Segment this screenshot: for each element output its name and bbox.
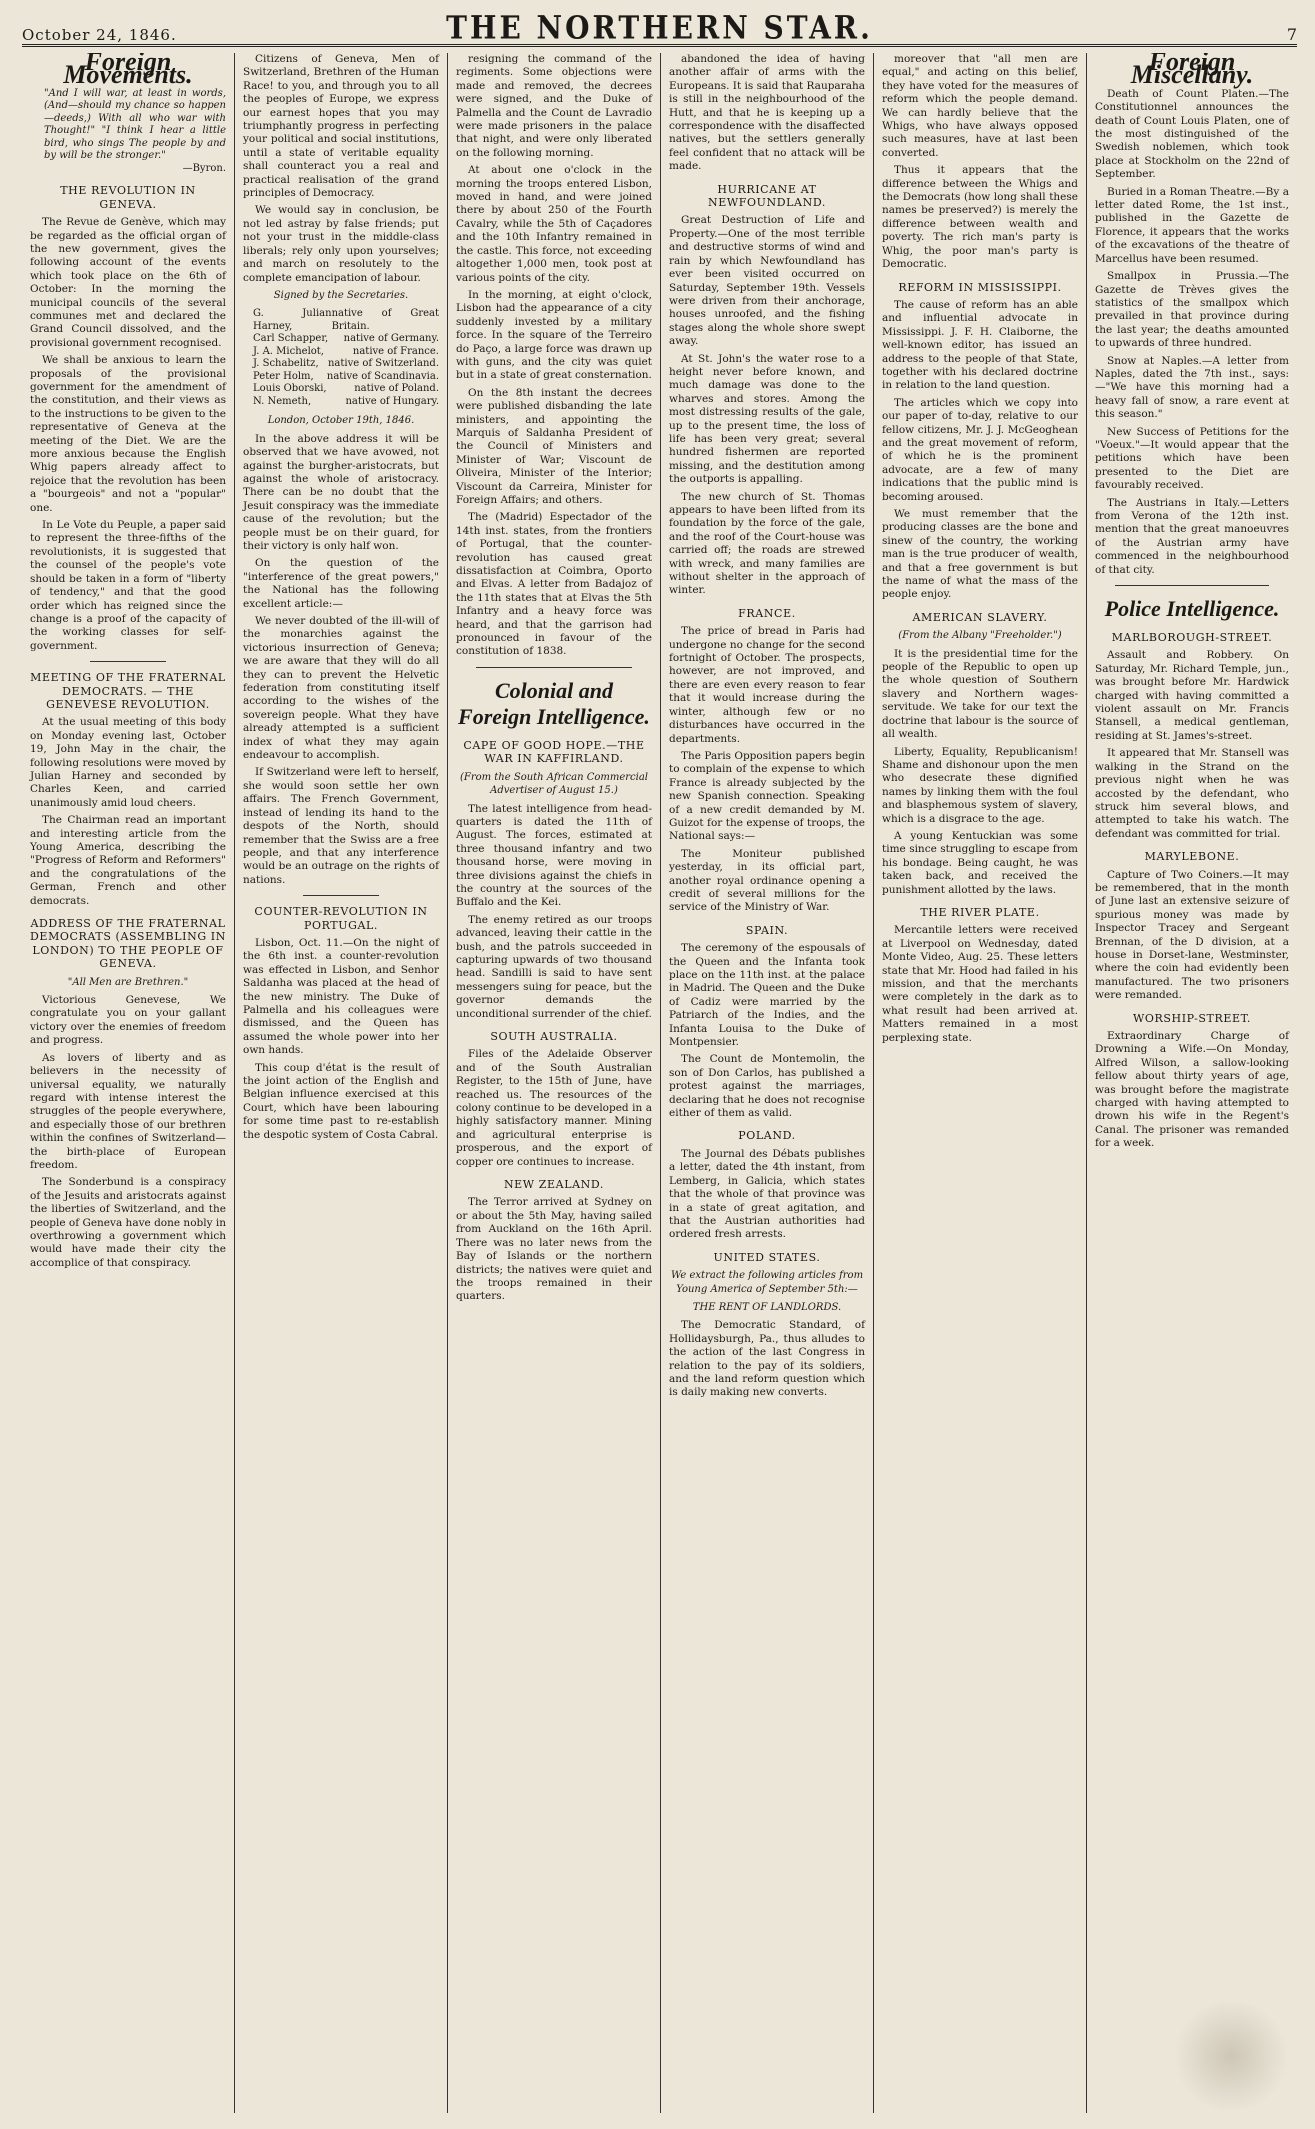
signer-row [253,308,439,333]
signer-row [253,383,439,396]
article-paragraph: The ceremony of the espousals of the Queen and the Infanta took place on the 11th inst. at the palace in Madrid. The Queen and the Duke of Cadiz were married by the Patriarch of the Indies, and the Infanta Louisa to the Duke of Montpensier. [669,942,865,1049]
article-heading-river-plate: THE RIVER PLATE. [920,905,1040,919]
divider [90,661,166,662]
article-paragraph: The new church of St. Thomas appears to have been lifted from its foundation by the force of the gale, and the roof of the Court-house was carried off; the roads are strewed with wreck, and many families are without shelter in the approach of winter. [669,490,865,597]
article-paragraph: In Le Vote du Peuple, a paper said to represent the three-fifths of the revolutionists, it is suggested that the counsel of the people's vote should be taken in a form of "liberty of tendency," and that the good order which has reigned since the change is a proof of the capacity of the working classes for self-government. [30,519,226,652]
article-paragraph: On the 8th instant the decrees were published disbanding the late ministers, and appointing the Marquis of Saldanha President of the Council of Ministers and Minister of War; Viscount de Oliveira, Minister of the Interior; Viscount da Carreira, Minister for Foreign Affairs; and others. [456,386,652,506]
article-heading-fraternal-democrats: MEETING OF THE FRATERNAL DEMOCRATS. — THE GENEVESE REVOLUTION. [30,671,226,711]
article-source: (From the South African Commercial Advertiser of August 15.) [459,771,648,797]
signer-row [253,396,439,409]
epigraph-source: —Byron. [182,162,226,174]
article-paragraph: Great Destruction of Life and Property.—One of the most terrible and destructive storms of wind and rain by which Newfoundland has ever been visited occurred on Saturday, September 19th. Vessels were driven from their anchorage, houses unroofed, and the fishing stages along the whole shore swept away. [669,214,865,348]
epigraph-text: "And I will war, at least in words, (And—should my chance so happen—deeds,) With all who war with Thought!" "I think I hear a little bird, who sings The people by and by will be the stronger." [44,87,226,162]
article-paragraph: In the above address it will be observed that we have avowed, not against the burgher-aristocrats, but against the whole of aristocracy. There can be no doubt that the Jesuit conspiracy was the immediate cause of the revolution; but the people must be on their guard, for their victory is only half won. [243,432,439,552]
article-paragraph: The articles which we copy into our paper of to-day, relative to our fellow citizens, Mr. J. J. McGeoghean and the great movement of reform, of which he is the prominent advocate, are a few of many indications that the public mind is becoming aroused. [882,396,1078,503]
columns [22,53,1297,2113]
article-paragraph: Mercantile letters were received at Liverpool on Wednesday, dated Monte Video, Aug. 25. These letters state that Mr. Hood had failed in his mission, and that the merchants were completely in the dark as to what result had been arrived at. Matters remained in a most perplexing state. [882,924,1078,1044]
signed-date: London, October 19th, 1846. [267,415,415,427]
article-paragraph: This coup d'état is the result of the joint action of the English and Belgian influence exercised at this Court, which have been labouring for some time past to re-establish the despotic system of Costa Cabral. [243,1061,439,1141]
article-paragraph: The latest intelligence from head-quarters is dated the 11th of August. The forces, estimated at three thousand infantry and two thousand horse, were moving in three divisions against the chiefs in the country at the sources of the Buffalo and the Kei. [456,802,652,909]
signer-name: Carl Schapper, [253,333,329,345]
signer-origin: native of Scandinavia. [326,370,439,382]
column-6 [1087,53,1297,2113]
signer-row [253,358,439,371]
masthead [22,8,1297,47]
article-heading-address: ADDRESS OF THE FRATERNAL DEMOCRATS (ASSEMBLING IN LONDON) TO THE PEOPLE OF GENEVA. [30,917,226,971]
article-paragraph: Lisbon, Oct. 11.—On the night of the 6th inst. a counter-revolution was effected in Lisbon, and Senhor Saldanha was placed at the head of the new ministry. The Duke of Palmella and his colleagues were dismissed, and the Queen has assumed the whole power into her own hands. [243,936,439,1057]
section-title-foreign-movements: Foreign Movements. [63,53,193,90]
article-heading-portugal: COUNTER-REVOLUTION IN PORTUGAL. [254,905,428,932]
signer-name: Louis Oborski, [253,383,327,395]
divider [303,895,379,896]
article-paragraph: Files of the Adelaide Observer and of the South Australian Register, to the 15th of June, have reached us. The resources of the colony continue to be developed in a highly satisfactory manner. Mining and agricultural enterprise is prosperous, and the export of copper ore continues to increase. [456,1048,652,1168]
article-heading-new-zealand: NEW ZEALAND. [503,1178,605,1192]
article-heading-united-states: UNITED STATES. [713,1250,821,1264]
article-heading-spain: SPAIN. [745,923,789,937]
article-paragraph: We never doubted of the ill-will of the monarchies against the victorious insurrection of Geneva; we are aware that they will do all they can to prevent the Helvetic federation from constituting itself according to the wishes of the sovereign people. What they have already attempted is a sufficient index of what they may again endeavour to accomplish. [243,615,439,762]
article-heading-poland: POLAND. [738,1129,796,1143]
epigraph [44,88,226,176]
article-heading-marylebone: MARYLEBONE. [1144,850,1240,864]
article-paragraph: The Count de Montemolin, the son of Don Carlos, has published a protest against the marriages, declaring that he does not recognise either of them as valid. [669,1053,865,1120]
article-paragraph: moreover that "all men are equal," and acting on this belief, they have voted for the measures of reform which the people demand. We can hardly believe that the Whigs, who have always opposed such measures, have at last been converted. [882,53,1078,159]
article-paragraph: The Sonderbund is a conspiracy of the Jesuits and aristocrats against the liberties of Switzerland, and the people of Geneva have done nobly in overthrowing a government which would have made their city the accomplice of that conspiracy. [30,1176,226,1269]
article-paragraph: The Austrians in Italy.—Letters from Verona of the 12th inst. mention that the great manoeuvres of the Austrian army have commenced in the neighbourhood of that city. [1095,496,1289,576]
article-paragraph: resigning the command of the regiments. Some objections were made and removed, the decrees were signed, and the Duke of Palmella and the Count de Lavradio were made prisoners in the palace that night, and were only liberated on the following morning. [456,53,652,159]
article-heading-worship-street: WORSHIP-STREET. [1132,1011,1252,1025]
issue-date: October 24, 1846. [22,26,177,44]
section-title-police: Police Intelligence. [1104,596,1280,622]
signer-row [253,333,439,346]
article-paragraph: The enemy retired as our troops advanced, leaving their cattle in the bush, and the patrols succeeded in capturing upwards of two thousand head. Sandilli is said to have sent messengers suing for peace, but the governor demands the unconditional surrender of the chief. [456,913,652,1020]
article-paragraph: The Terror arrived at Sydney on or about the 5th May, having sailed from Auckland on the 16th April. There was no later news from the Bay of Islands or the northern districts; the natives were quiet and the troops remained in their quarters. [456,1196,652,1303]
article-heading-newfoundland: HURRICANE AT NEWFOUNDLAND. [708,182,826,210]
article-paragraph: We would say in conclusion, be not led astray by false friends; put not your trust in the middle-class liberals; rely only upon yourselves; and march on resolutely to the complete emancipation of labour. [243,204,439,284]
article-heading-south-australia: SOUTH AUSTRALIA. [490,1030,618,1043]
article-heading-mississippi: REFORM IN MISSISSIPPI. [898,280,1062,294]
article-paragraph: We must remember that the producing classes are the bone and sinew of the country, the working man is the true producer of wealth, and that a free government is but the name of what the mass of the people enjoy. [882,508,1078,601]
article-paragraph: If Switzerland were left to herself, she would soon settle her own affairs. The French Government, instead of lending its hand to the despots of the North, should remember that the Swiss are a free people, and that any interference would be an outrage on the rights of nations. [243,766,439,886]
article-paragraph: Death of Count Platen.—The Constitutionnel announces the death of Count Louis Platen, one of the most distinguished of the Swedish noblemen, which took place at Stockholm on the 22nd of September. [1095,87,1289,181]
article-paragraph: New Success of Petitions for the "Voeux."—It would appear that the petitions which have been presented to the Diet are favourably received. [1095,425,1289,492]
article-heading-france: FRANCE. [738,606,796,620]
article-paragraph: The (Madrid) Espectador of the 14th inst. states, from the frontiers of Portugal, that the counter-revolution has caused great dissatisfaction at Coimbra, Oporto and Elvas. A letter from Badajoz of the 11th states that at Elvas the 5th Infantry and a heavy force was heard, and that the garrison had pronounced in favour of the constitution of 1838. [456,511,652,658]
signer-row [253,371,439,384]
newspaper-title: THE NORTHERN STAR. [446,8,873,47]
section-title-foreign-miscellany: Foreign Miscellany. [1130,53,1254,90]
article-paragraph: At about one o'clock in the morning the troops entered Lisbon, moved in hand, and were joined there by about 250 of the Fourth Cavalry, while the 5th of Caçadores and the 10th Infantry remained in the castle. This force, not exceeding altogether 1,000 men, took post at various points of the city. [456,164,652,284]
article-motto: "All Men are Brethren." [67,976,189,988]
article-paragraph: We shall be anxious to learn the proposals of the provisional government for the amendment of the constitution, and their views as to the instructions to be given to the representative of Geneva at the meeting of the Diet. We are the more anxious because the English Whig papers already affect to rejoice that the revolution has been a "bourgeois" and not a "popular" one. [30,354,226,514]
signer-origin: native of Switzerland. [327,358,439,370]
signers-list [253,308,439,408]
article-paragraph: The Journal des Débats publishes a letter, dated the 4th instant, from Lemberg, in Galicia, which states that the whole of that province was in a state of great agitation, and that the Austrian authorities had ordered fresh arrests. [669,1147,865,1241]
column-3 [448,53,661,2113]
article-heading-cape: CAPE OF GOOD HOPE.—THE WAR IN KAFFIRLAND. [463,738,645,766]
signer-origin: native of Poland. [354,383,439,395]
signer-origin: native of Germany. [343,333,439,345]
article-paragraph: Assault and Robbery. On Saturday, Mr. Richard Temple, jun., was brought before Mr. Hardwick charged with having committed a violent assault on Mr. Francis Stansell, a medical gentleman, residing at St. James's-street. [1095,649,1289,742]
article-paragraph: It is the presidential time for the people of the Republic to open up the whole question of Southern slavery and Northern wages-servitude. We take for our text the doctrine that labour is the source of all wealth. [882,647,1078,741]
article-paragraph: A young Kentuckian was some time since struggling to escape from his bondage. Being caught, he was taken back, and received the punishment allotted by the laws. [882,829,1078,896]
article-paragraph: Snow at Naples.—A letter from Naples, dated the 7th inst., says:—"We have this morning had a heavy fall of snow, a rare event at this season." [1095,354,1289,421]
signers-intro: Signed by the Secretaries. [273,289,409,301]
article-paragraph: On the question of the "interference of the great powers," the National has the following excellent article:— [243,557,439,610]
signer-name: G. Julian Harney, [253,308,332,332]
signer-row [253,346,439,359]
article-paragraph: As lovers of liberty and as believers in the necessity of universal equality, we naturally regard with intense interest the struggles of the people everywhere, and especially those of our brethren within the confines of Switzerland—the birth-place of European freedom. [30,1051,226,1171]
column-5 [874,53,1087,2113]
article-paragraph: Extraordinary Charge of Drowning a Wife.—On Monday, Alfred Wilson, a sallow-looking fellow about thirty years of age, was brought before the magistrate charged with having attempted to drown his wife in the Regent's Canal. The prisoner was remanded for a week. [1095,1030,1289,1150]
divider [476,667,632,668]
paper-stain [1171,2001,1291,2111]
signer-name: J. Schabelitz, [253,358,319,370]
article-heading-rent: THE RENT OF LANDLORDS. [692,1301,842,1313]
article-paragraph: In the morning, at eight o'clock, Lisbon had the appearance of a city suddenly invested by a military force. In the square of the Terreiro do Paço, a large force was drawn up with guns, and the city was quiet but in a state of great consternation. [456,288,652,382]
article-paragraph: Citizens of Geneva, Men of Switzerland, Brethren of the Human Race! to you, and through you to all the peoples of Europe, we express our earnest hopes that you may triumphantly progress in perfecting your political and social institutions, until a state of veritable equality shall counteract you a real and practical realisation of the grand principles of Democracy. [243,53,439,200]
section-title-colonial: Colonial and Foreign Intelligence. [458,677,650,729]
article-paragraph: Liberty, Equality, Republicanism! Shame and dishonour upon the men who desecrate these dignified names by linking them with the foul and blasphemous system of slavery, which is a disgrace to the age. [882,745,1078,825]
column-1 [22,53,235,2113]
article-paragraph: At St. John's the water rose to a height never before known, and much damage was done to the wharves and stores. Among the most distressing results of the gale, up to the present time, the loss of life has been very great; several hundred fishermen are reported missing, and the destitution among the outports is appalling. [669,352,865,486]
article-paragraph: The cause of reform has an able and influential advocate in Mississippi. J. F. H. Claiborne, the well-known editor, has issued an address to the people of that State, together with his declared doctrine in relation to the land question. [882,298,1078,392]
article-paragraph: Capture of Two Coiners.—It may be remembered, that in the month of June last an extensive seizure of spurious money was made by Inspector Tracey and Sergeant Brennan, of the D division, at a house in Dorset-lane, Westminster, where the coin had evidently been manufactured. The two prisoners were remanded. [1095,868,1289,1002]
article-paragraph: abandoned the idea of having another affair of arms with the Europeans. It is said that Rauparaha is still in the neighbourhood of the Hutt, and that he is keeping up a correspondence with the disaffected natives, but the settlers generally feel confident that no attack will be made. [669,53,865,173]
article-heading-slavery: AMERICAN SLAVERY. [912,610,1048,624]
article-paragraph: Thus it appears that the difference between the Whigs and the Democrats (how long shall these names be preserved?) is merely the difference between wealth and poverty. The rich man's party is Whig, the poor man's party is Democratic. [882,164,1078,271]
article-paragraph: Smallpox in Prussia.—The Gazette de Trèves gives the statistics of the smallpox which prevailed in that province during the last year; the deaths amounted to upwards of three hundred. [1095,270,1289,350]
signer-name: Peter Holm, [253,370,314,382]
signer-name: N. Nemeth, [253,395,312,407]
page-number: 7 [1286,25,1297,44]
article-paragraph: Victorious Genevese, We congratulate you on your gallant victory over the enemies of freedom and progress. [30,994,226,1047]
article-heading-geneva: THE REVOLUTION IN GENEVA. [60,184,196,211]
signer-origin: native of Hungary. [345,395,439,407]
article-paragraph: The Paris Opposition papers begin to complain of the expense to which France is already subjected by the new Spanish connection. Speaking of a new credit demanded by M. Guizot for the expense of troops, the National says:— [669,749,865,843]
signer-origin: native of Great Britain. [331,308,439,332]
divider [1115,585,1269,586]
article-heading-marlborough: MARLBOROUGH-STREET. [1111,631,1273,645]
column-4 [661,53,874,2113]
article-paragraph: The price of bread in Paris had undergone no change for the second fortnight of October. The prospects, however, are not improved, and there are even every reason to fear that it would increase during the winter, although few or no disturbances have occurred in the departments. [669,625,865,745]
article-source: We extract the following articles from Young America of September 5th:— [670,1270,864,1295]
article-paragraph: It appeared that Mr. Stansell was walking in the Strand on the previous night when he was accosted by the defendant, who struck him several blows, and attempted to take his watch. The defendant was committed for trial. [1095,747,1289,840]
signer-origin: native of France. [352,345,439,357]
article-paragraph: The Chairman read an important and interesting article from the Young America, describing the "Progress of Reform and Reformers" and the congratulations of the German, French and other democrats. [30,814,226,907]
column-2 [235,53,448,2113]
article-paragraph: The Democratic Standard, of Hollidaysburgh, Pa., thus alludes to the action of the last Congress in relation to the pay of its soldiers, and the land reform question which is daily making new converts. [669,1319,865,1399]
article-paragraph: The Moniteur published yesterday, in its official part, another royal ordinance opening a credit of several millions for the service of the Ministry of War. [669,847,865,914]
article-paragraph: The Revue de Genève, which may be regarded as the official organ of the new government, gives the following account of the events which took place on the 6th of October: In the morning the municipal councils of the several communes met and declared the Grand Council dissolved, and the provisional government recognised. [30,216,226,349]
article-source: (From the Albany "Freeholder.") [898,630,1062,642]
signer-name: J. A. Michelot, [253,345,324,357]
article-paragraph: Buried in a Roman Theatre.—By a letter dated Rome, the 1st inst., published in the Gazette de Florence, it appears that the works of the excavations of the theatre of Marcellus have been resumed. [1095,185,1289,265]
article-paragraph: At the usual meeting of this body on Monday evening last, October 19, John May in the chair, the following resolutions were moved by Julian Harney and seconded by Charles Keen, and carried unanimously amid loud cheers. [30,716,226,809]
